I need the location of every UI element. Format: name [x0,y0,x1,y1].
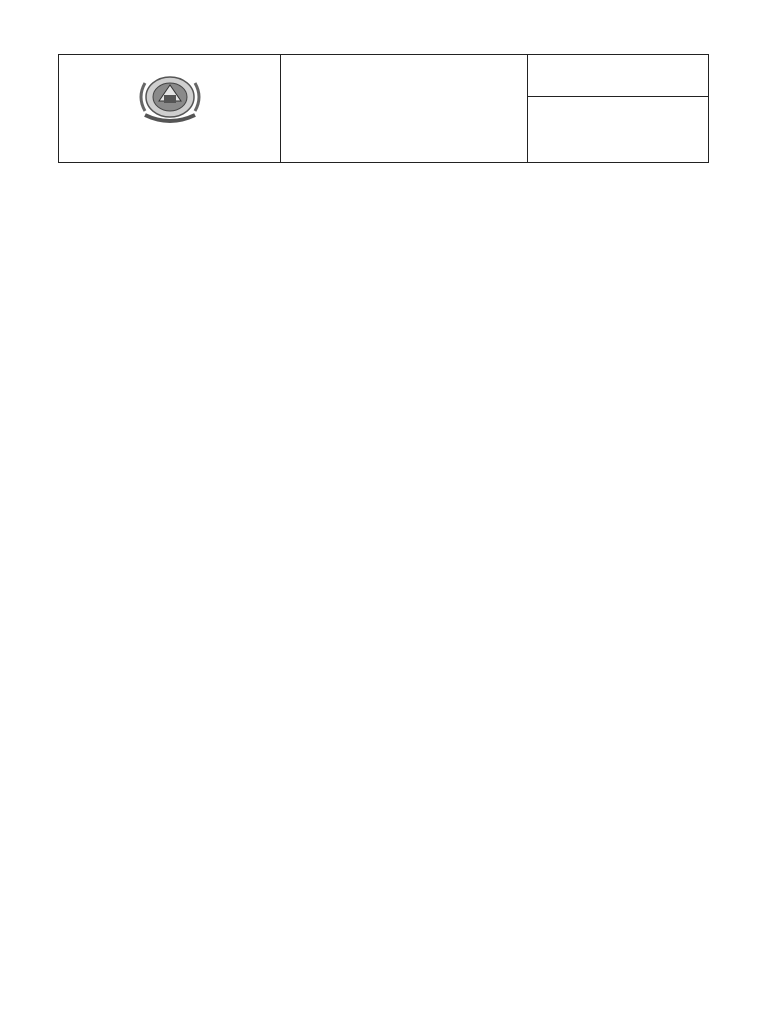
subject-grade-cell [528,55,708,162]
grade-box [528,97,708,162]
header-table [58,54,709,163]
logo-cell [59,55,281,162]
subject-box [528,55,708,97]
institute-info [281,55,528,162]
school-crest-icon [131,71,209,129]
